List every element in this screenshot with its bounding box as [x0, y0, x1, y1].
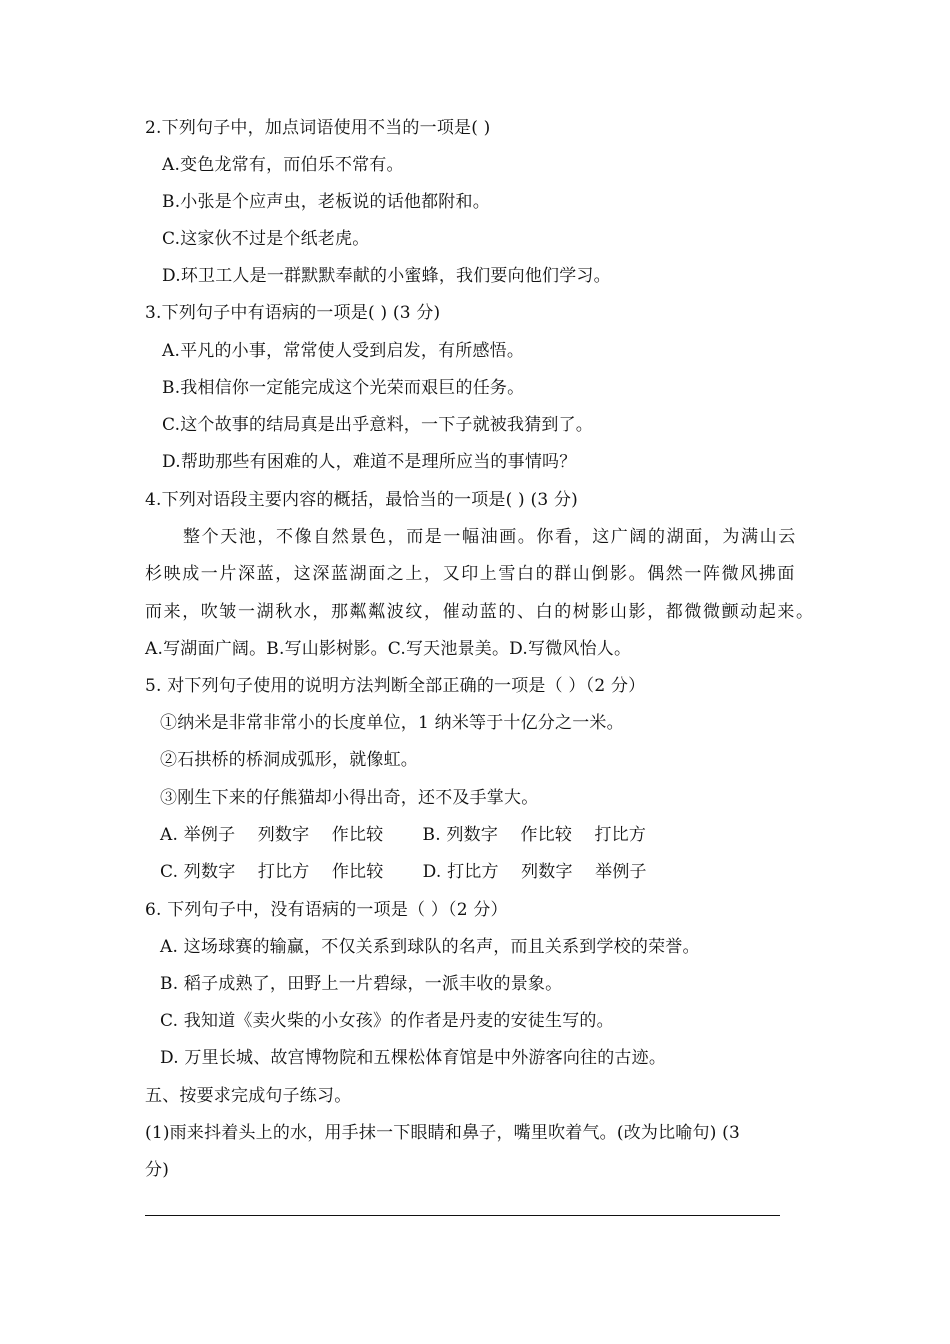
question-4-options: A.写湖面广阔。B.写山影树影。C.写天池景美。D.写微风怡人。: [145, 639, 632, 659]
question-3-option-b: B.我相信你一定能完成这个光荣而艰巨的任务。: [162, 378, 525, 398]
question-4-passage-line-1: 整个天池，不像自然景色，而是一幅油画。你看，这广阔的湖面，为满山云: [183, 527, 797, 547]
question-6-option-b: B. 稻子成熟了，田野上一片碧绿，一派丰收的景象。: [160, 974, 563, 994]
question-6-stem: 6. 下列句子中，没有语病的一项是（ ）（2 分）: [145, 900, 508, 920]
answer-line: [145, 1215, 780, 1216]
question-5-sentence-3: ③刚生下来的仔熊猫却小得出奇，还不及手掌大。: [160, 788, 539, 808]
question-3-stem: 3.下列句子中有语病的一项是( ) (3 分): [145, 303, 441, 323]
question-3-option-d: D.帮助那些有困难的人，难道不是理所应当的事情吗？: [162, 452, 577, 472]
question-5-sentence-1: ①纳米是非常非常小的长度单位，1 纳米等于十亿分之一米。: [160, 713, 624, 733]
question-2-stem: 2.下列句子中，加点词语使用不当的一项是( ): [145, 118, 491, 138]
question-2-option-b: B.小张是个应声虫，老板说的话他都附和。: [162, 192, 490, 212]
question-3-option-c: C.这个故事的结局真是出乎意料，一下子就被我猜到了。: [162, 415, 594, 435]
question-6-option-c: C. 我知道《卖火柴的小女孩》的作者是丹麦的安徒生写的。: [160, 1011, 614, 1031]
question-5-sentence-2: ②石拱桥的桥洞成弧形，就像虹。: [160, 750, 418, 770]
question-4-passage-line-3: 而来，吹皱一湖秋水，那粼粼波纹，催动蓝的、白的树影山影，都微微颤动起来。: [145, 602, 815, 622]
question-2-option-c: C.这家伙不过是个纸老虎。: [162, 229, 370, 249]
question-4-passage-line-2: 杉映成一片深蓝，这深蓝湖面之上，又印上雪白的群山倒影。偶然一阵微风拂面: [145, 564, 796, 584]
question-2-option-a: A.变色龙常有，而伯乐不常有。: [162, 155, 404, 175]
question-4-stem: 4.下列对语段主要内容的概括，最恰当的一项是( ) (3 分): [145, 490, 578, 510]
question-5-options-ab: A. 举例子 列数字 作比较 B. 列数字 作比较 打比方: [160, 825, 647, 845]
question-2-option-d: D.环卫工人是一群默默奉献的小蜜蜂，我们要向他们学习。: [162, 266, 611, 286]
question-6-option-d: D. 万里长城、故宫博物院和五棵松体育馆是中外游客向往的古迹。: [160, 1048, 667, 1068]
section-5-heading: 五、按要求完成句子练习。: [145, 1086, 352, 1106]
question-3-option-a: A.平凡的小事，常常使人受到启发，有所感悟。: [162, 341, 525, 361]
question-5-options-cd: C. 列数字 打比方 作比较 D. 打比方 列数字 举例子: [160, 862, 647, 882]
question-5-stem: 5. 对下列句子使用的说明方法判断全部正确的一项是（ ）（2 分）: [145, 676, 646, 696]
question-6-option-a: A. 这场球赛的输赢，不仅关系到球队的名声，而且关系到学校的荣誉。: [160, 937, 700, 957]
section-5-item-1-prompt-cont: 分): [145, 1160, 170, 1180]
section-5-item-1-prompt: (1)雨来抖着头上的水，用手抹一下眼睛和鼻子，嘴里吹着气。(改为比喻句) (3: [145, 1123, 740, 1143]
